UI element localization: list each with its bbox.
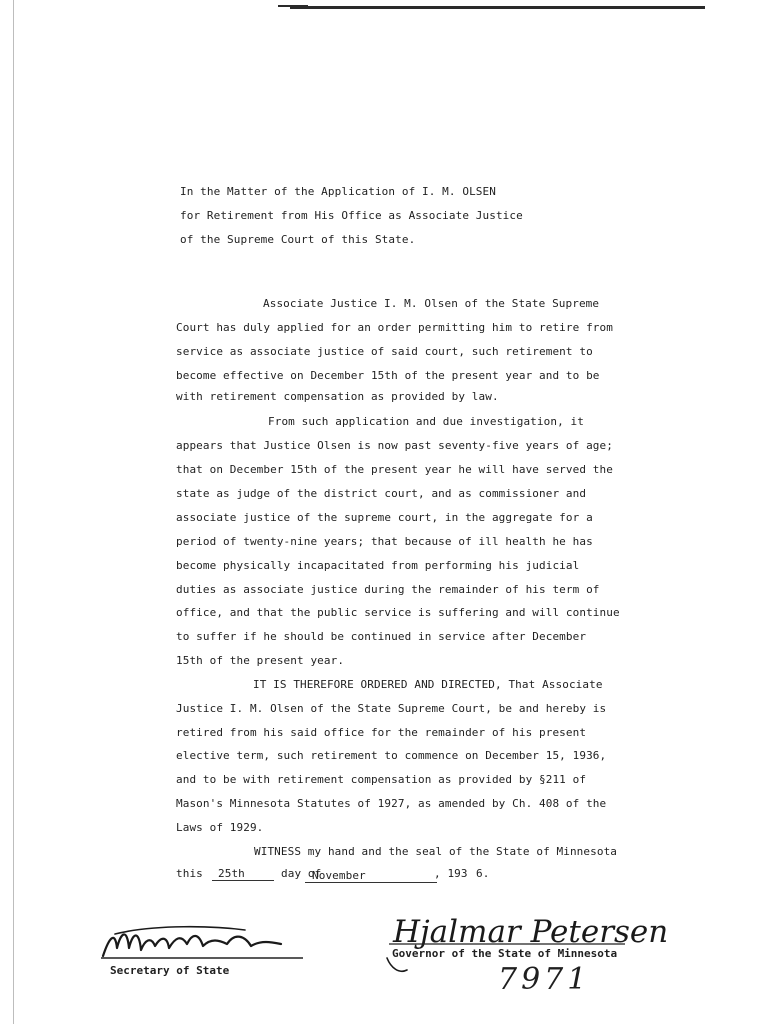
body-line-6: From such application and due investigation, it — [268, 415, 584, 428]
body-line-24: WITNESS my hand and the seal of the State of Minnesota — [254, 845, 618, 858]
governor-signature-text: Hjalmar Petersen — [393, 914, 669, 950]
body-line-22: Mason's Minnesota Statutes of 1927, as amended by Ch. 408 of the — [176, 797, 607, 810]
witness-year-digit: 6. — [476, 867, 490, 880]
document-number: 7971 — [498, 962, 591, 997]
body-line-21: and to be with retirement compensation as provided by §211 of — [176, 773, 587, 786]
body-line-9: state as judge of the district court, and as commissioner and — [176, 487, 587, 500]
body-line-1: Associate Justice I. M. Olsen of the State Supreme — [263, 297, 600, 310]
body-line-16: 15th of the present year. — [176, 654, 345, 667]
caption-line-1: In the Matter of the Application of I. M. OLSEN — [180, 185, 496, 198]
caption-line-2: for Retirement from His Office as Associate Justice — [180, 209, 523, 222]
scan-top-rule — [290, 6, 705, 9]
body-line-12: become physically incapacitated from performing his judicial — [176, 559, 580, 572]
body-line-4: become effective on December 15th of the present year and to be — [176, 369, 600, 382]
witness-month: November — [312, 869, 366, 882]
body-line-17: IT IS THEREFORE ORDERED AND DIRECTED, That Associate — [253, 678, 603, 691]
body-line-20: elective term, such retirement to commence on December 15, 1936, — [176, 749, 607, 762]
witness-year-prefix: , 193 — [434, 867, 468, 880]
body-line-2: Court has duly applied for an order permitting him to retire from — [176, 321, 613, 334]
body-line-7: appears that Justice Olsen is now past seventy-five years of age; — [176, 439, 613, 452]
scan-edge — [13, 0, 14, 1024]
body-line-18: Justice I. M. Olsen of the State Supreme Court, be and hereby is — [176, 702, 607, 715]
body-line-13: duties as associate justice during the remainder of his term of — [176, 583, 600, 596]
witness-day-underline — [212, 880, 274, 881]
witness-day-suffix: day of — [281, 867, 322, 880]
body-line-5: with retirement compensation as provided by law. — [176, 390, 499, 403]
body-line-15: to suffer if he should be continued in service after December — [176, 630, 587, 643]
witness-day: 25th — [218, 867, 245, 880]
body-line-3: service as associate justice of said court, such retirement to — [176, 345, 593, 358]
witness-prefix: this — [176, 867, 203, 880]
witness-month-underline — [305, 882, 437, 883]
body-line-23: Laws of 1929. — [176, 821, 264, 834]
body-line-11: period of twenty-nine years; that because of ill health he has — [176, 535, 593, 548]
secretary-signature — [95, 918, 310, 964]
body-line-10: associate justice of the supreme court, in the aggregate for a — [176, 511, 593, 524]
body-line-19: retired from his said office for the remainder of his present — [176, 726, 587, 739]
caption-line-3: of the Supreme Court of this State. — [180, 233, 416, 246]
governor-label: Governor of the State of Minnesota — [392, 947, 618, 960]
secretary-label: Secretary of State — [110, 964, 230, 977]
body-line-14: office, and that the public service is suffering and will continue — [176, 606, 620, 619]
body-line-8: that on December 15th of the present year he will have served the — [176, 463, 613, 476]
